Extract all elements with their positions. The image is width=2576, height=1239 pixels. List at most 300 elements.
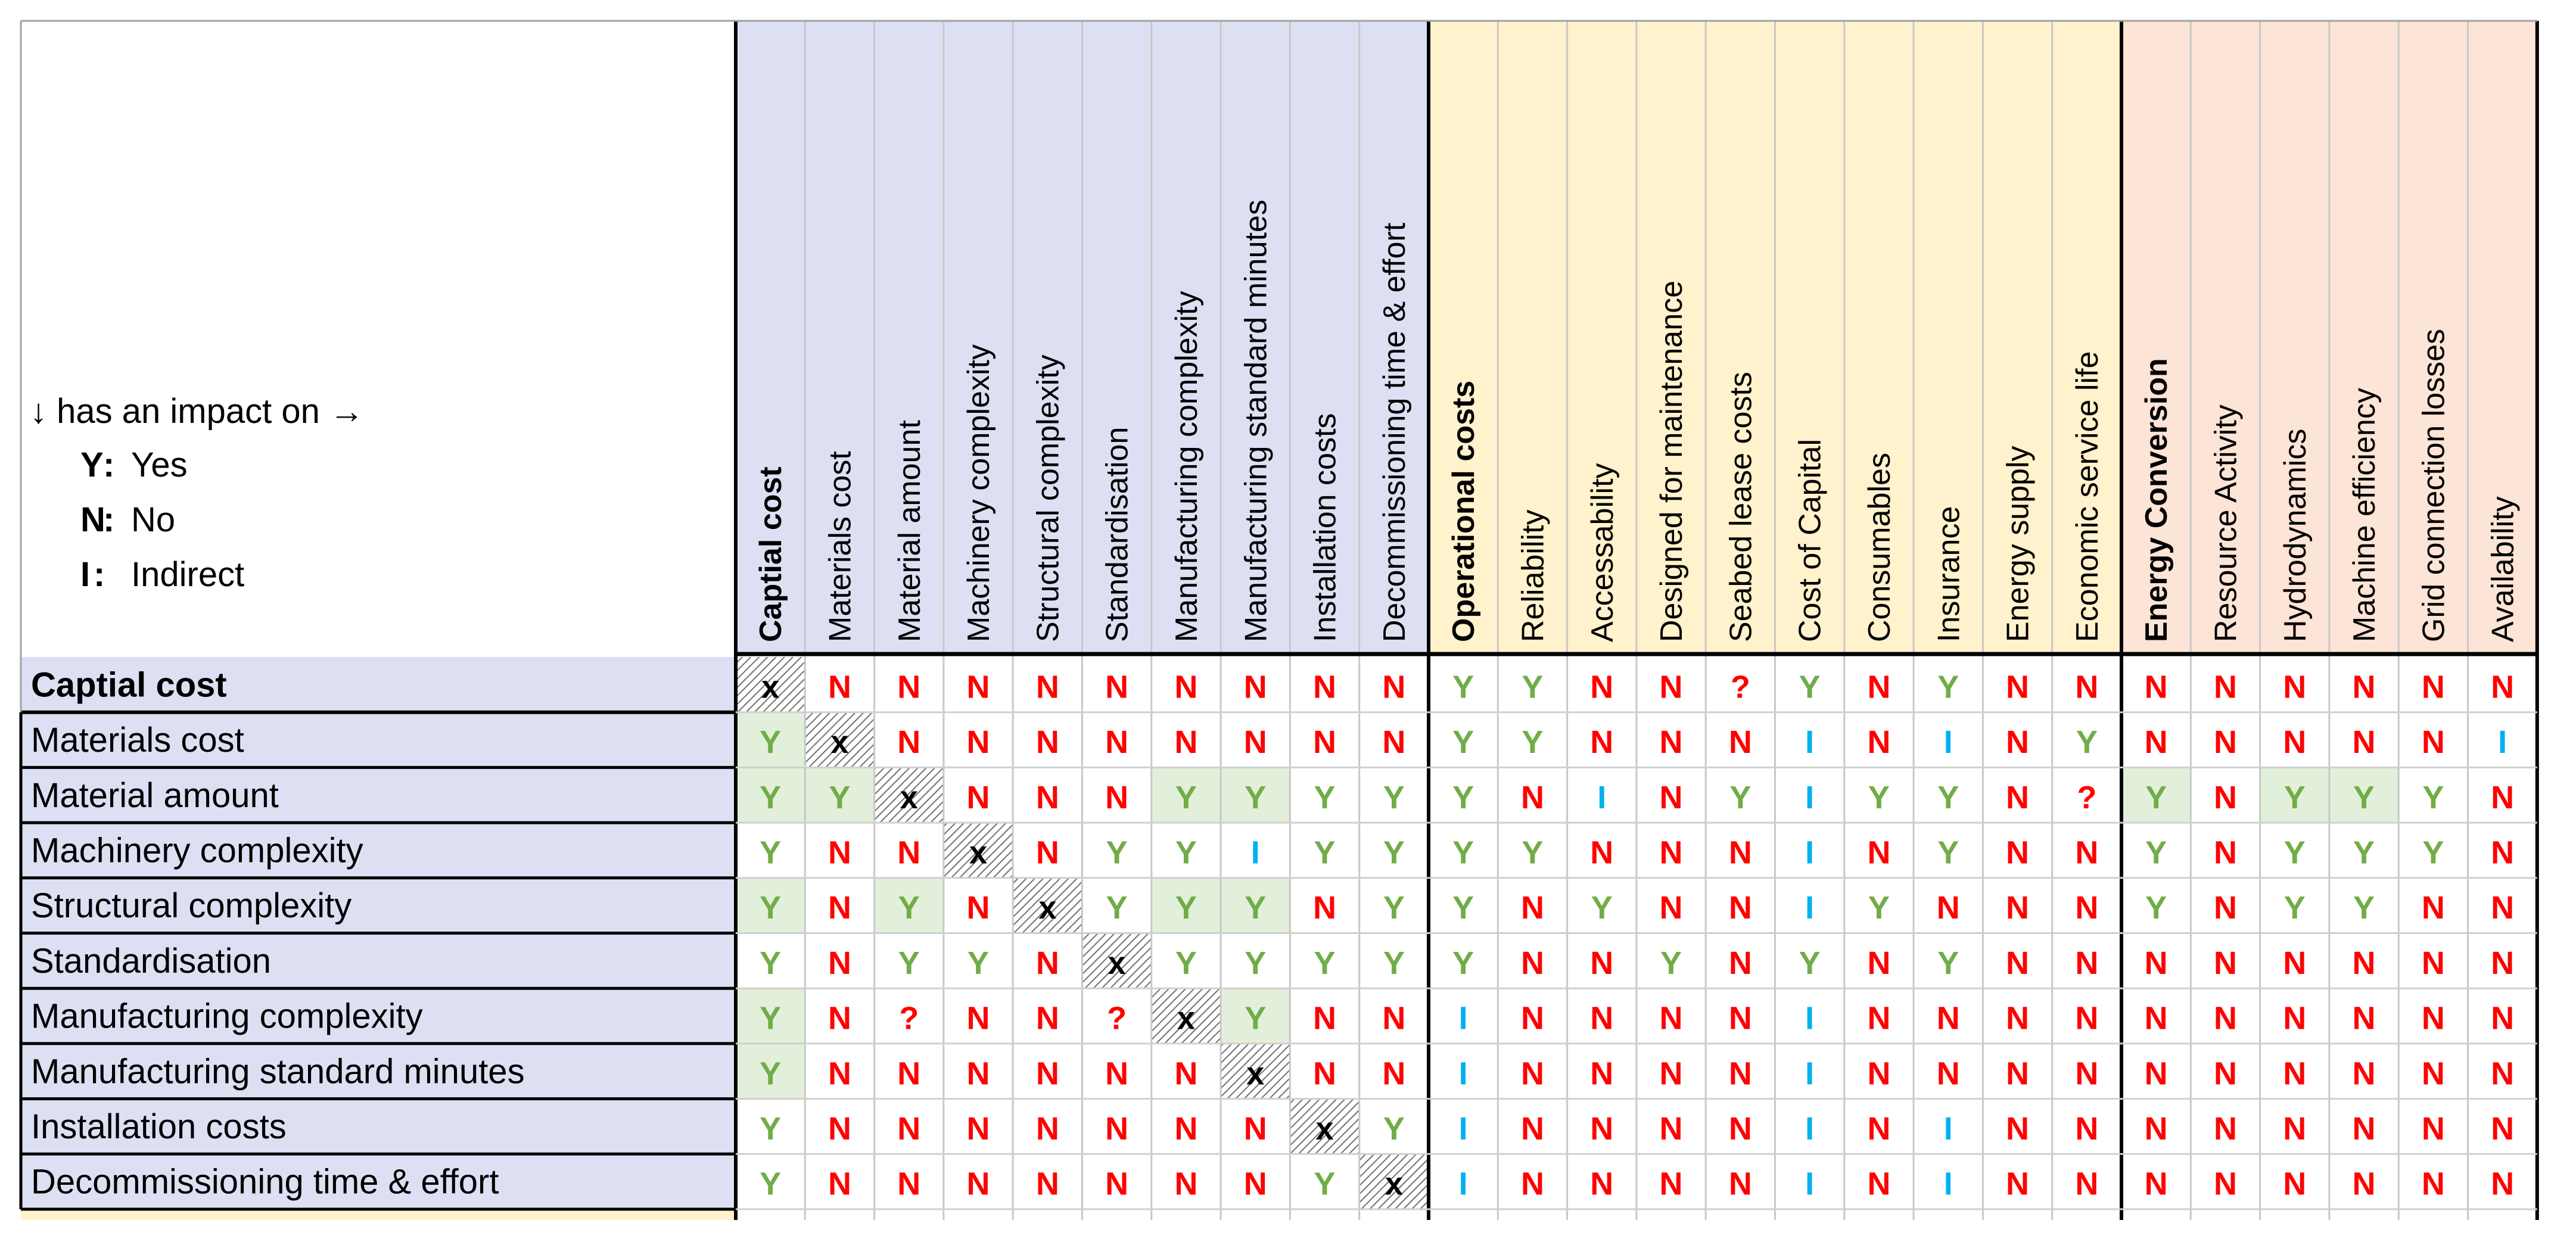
matrix-cell: Y	[1383, 945, 1405, 981]
matrix-cell: N	[1520, 1110, 1544, 1147]
cell-diagonal: x	[1246, 1056, 1265, 1092]
matrix-cell: N	[2421, 945, 2445, 981]
matrix-cell: N	[1382, 1056, 1406, 1092]
matrix-cell: N	[1243, 669, 1267, 705]
matrix-cell: N	[2006, 890, 2030, 926]
column-header: Machine efficiency	[2347, 388, 2382, 642]
matrix-cell: Y	[1522, 669, 1544, 705]
matrix-cell: N	[2283, 1000, 2307, 1036]
matrix-cell: N	[1728, 1166, 1752, 1202]
legend-label: Indirect	[131, 555, 245, 594]
legend-colon: :	[94, 555, 105, 594]
matrix-cell: N	[1174, 669, 1198, 705]
matrix-cell: Y	[2145, 835, 2167, 871]
matrix-cell: ?	[899, 1000, 919, 1036]
cell-diagonal: x	[1315, 1110, 1334, 1147]
legend-key: N	[80, 500, 105, 539]
matrix-cell: Y	[1383, 779, 1405, 815]
matrix-cell: N	[1659, 890, 1683, 926]
matrix-cell: Y	[1175, 945, 1197, 981]
matrix-cell: Y	[1452, 724, 1474, 761]
matrix-cell: Y	[1175, 890, 1197, 926]
matrix-cell: N	[1105, 1056, 1129, 1092]
matrix-cell: N	[1174, 1166, 1198, 1202]
matrix-cell: N	[1590, 1000, 1614, 1036]
matrix-cell: N	[1590, 669, 1614, 705]
matrix-cell: N	[2075, 1110, 2099, 1147]
matrix-cell: N	[2213, 1166, 2237, 1202]
matrix-cell: N	[2213, 1000, 2237, 1036]
matrix-cell: Y	[1452, 669, 1474, 705]
matrix-cell: Y	[1383, 1110, 1405, 1147]
matrix-cell: N	[2213, 835, 2237, 871]
matrix-cell: N	[1867, 1166, 1891, 1202]
matrix-cell: N	[2352, 1056, 2376, 1092]
matrix-cell: I	[1597, 779, 1607, 815]
matrix-cell: N	[1936, 890, 1960, 926]
matrix-cell: N	[2491, 779, 2515, 815]
matrix-cell: N	[2421, 1166, 2445, 1202]
matrix-cell: Y	[760, 890, 782, 926]
matrix-cell: N	[827, 945, 851, 981]
legend-colon: :	[103, 446, 115, 484]
matrix-cell: N	[827, 890, 851, 926]
matrix-cell: N	[2213, 779, 2237, 815]
column-header: Machinery complexity	[962, 344, 997, 642]
matrix-cell: N	[1520, 1056, 1544, 1092]
matrix-cell: N	[1659, 1110, 1683, 1147]
matrix-cell: N	[1313, 669, 1337, 705]
legend-key: I	[80, 555, 91, 594]
matrix-cell: N	[1105, 669, 1129, 705]
matrix-cell: N	[1174, 724, 1198, 761]
matrix-cell: N	[827, 1056, 851, 1092]
matrix-cell: N	[1105, 779, 1129, 815]
matrix-cell: N	[2283, 1056, 2307, 1092]
matrix-cell: N	[966, 1056, 990, 1092]
matrix-cell: N	[2075, 835, 2099, 871]
legend-label: No	[131, 500, 176, 539]
matrix-cell: I	[1805, 779, 1815, 815]
matrix-cell: Y	[760, 1056, 782, 1092]
matrix-cell: N	[2144, 1166, 2168, 1202]
matrix-cell: N	[1728, 724, 1752, 761]
matrix-cell: N	[897, 724, 921, 761]
matrix-cell: Y	[1522, 835, 1544, 871]
column-header: Energy supply	[2001, 446, 2036, 642]
matrix-cell: ?	[2077, 779, 2097, 815]
matrix-cell: N	[1590, 724, 1614, 761]
matrix-cell: Y	[1383, 890, 1405, 926]
matrix-cell: N	[2213, 890, 2237, 926]
matrix-cell: N	[1035, 669, 1059, 705]
matrix-cell: I	[1805, 890, 1815, 926]
legend-label: Yes	[131, 446, 188, 484]
matrix-cell: Y	[2145, 890, 2167, 926]
column-header: Installation costs	[1308, 413, 1343, 642]
matrix-cell: N	[2283, 669, 2307, 705]
matrix-cell: N	[2352, 724, 2376, 761]
matrix-cell: N	[2491, 890, 2515, 926]
matrix-cell: N	[1313, 890, 1337, 926]
matrix-cell: N	[2491, 1110, 2515, 1147]
matrix-cell: N	[966, 1110, 990, 1147]
matrix-cell: N	[966, 1000, 990, 1036]
matrix-cell: N	[1590, 835, 1614, 871]
matrix-cell: N	[897, 1056, 921, 1092]
column-header: Designed for maintenance	[1654, 280, 1690, 642]
matrix-cell: N	[2006, 1056, 2030, 1092]
row-label: Manufacturing complexity	[31, 997, 423, 1036]
cell-diagonal: x	[969, 835, 988, 871]
matrix-cell: I	[1458, 1110, 1468, 1147]
column-header: Economic service life	[2070, 351, 2105, 642]
matrix-cell: N	[1728, 1056, 1752, 1092]
matrix-cell: N	[1105, 1110, 1129, 1147]
matrix-cell: N	[1728, 890, 1752, 926]
matrix-cell: Y	[1314, 835, 1336, 871]
matrix-cell: Y	[1452, 835, 1474, 871]
matrix-cell: N	[1035, 1110, 1059, 1147]
matrix-cell: N	[2006, 1166, 2030, 1202]
matrix-cell: N	[2352, 945, 2376, 981]
matrix-cell: N	[2491, 1000, 2515, 1036]
column-header: Reliability	[1516, 509, 1551, 642]
matrix-cell: N	[2421, 1110, 2445, 1147]
column-header: Availability	[2485, 496, 2521, 642]
column-header: Standardisation	[1100, 427, 1135, 642]
matrix-cell: N	[966, 724, 990, 761]
matrix-cell: N	[897, 835, 921, 871]
row-label: Captial cost	[31, 665, 227, 705]
matrix-cell: Y	[1383, 835, 1405, 871]
matrix-cell: N	[1520, 1000, 1544, 1036]
matrix-cell: N	[1035, 724, 1059, 761]
matrix-cell: N	[1590, 1166, 1614, 1202]
matrix-cell: Y	[1314, 779, 1336, 815]
legend-key: Y	[80, 446, 104, 484]
matrix-cell: Y	[829, 779, 851, 815]
column-header: Grid connection losses	[2416, 328, 2451, 642]
matrix-cell: N	[2283, 724, 2307, 761]
matrix-cell: Y	[1799, 945, 1821, 981]
matrix-cell: N	[1520, 1166, 1544, 1202]
matrix-cell: Y	[2283, 835, 2306, 871]
matrix-cell: Y	[2076, 724, 2098, 761]
cell-diagonal: x	[900, 779, 918, 815]
matrix-cell: Y	[760, 1166, 782, 1202]
legend-title: ↓ has an impact on →	[30, 392, 364, 431]
matrix-cell: N	[1520, 779, 1544, 815]
matrix-cell: Y	[1314, 1166, 1336, 1202]
cell-diagonal: x	[761, 669, 780, 705]
matrix-cell: N	[1867, 724, 1891, 761]
matrix-cell: Y	[1106, 835, 1128, 871]
column-header: Resource Activity	[2208, 404, 2244, 642]
matrix-cell: N	[1382, 669, 1406, 705]
matrix-cell: Y	[2353, 779, 2375, 815]
column-header: Accessability	[1585, 463, 1620, 642]
matrix-cell: I	[1943, 1166, 1953, 1202]
matrix-cell: N	[2352, 669, 2376, 705]
matrix-cell: N	[897, 1166, 921, 1202]
matrix-cell: N	[1035, 1056, 1059, 1092]
matrix-cell: Y	[2353, 835, 2375, 871]
matrix-cell: N	[1313, 724, 1337, 761]
matrix-cell: N	[2421, 1056, 2445, 1092]
matrix-cell: I	[1943, 1110, 1953, 1147]
matrix-cell: I	[1458, 1056, 1468, 1092]
matrix-cell: N	[897, 1110, 921, 1147]
row-label: Structural complexity	[31, 886, 352, 926]
matrix-cell: Y	[1245, 890, 1267, 926]
row-label: Decommissioning time & effort	[31, 1162, 499, 1201]
column-header: Seabed lease costs	[1723, 372, 1759, 642]
matrix-cell: N	[1105, 1166, 1129, 1202]
matrix-cell: N	[2352, 1000, 2376, 1036]
matrix-cell: Y	[1660, 945, 1682, 981]
matrix-cell: N	[1659, 779, 1683, 815]
matrix-cell: N	[1728, 1000, 1752, 1036]
matrix-cell: Y	[1937, 669, 1959, 705]
matrix-cell: N	[2213, 945, 2237, 981]
matrix-cell: Y	[967, 945, 990, 981]
matrix-cell: N	[1035, 835, 1059, 871]
matrix-cell: I	[2498, 724, 2507, 761]
matrix-cell: Y	[760, 945, 782, 981]
matrix-cell: Y	[898, 890, 920, 926]
cell-diagonal: x	[830, 724, 849, 761]
matrix-cell: N	[827, 669, 851, 705]
matrix-cell: N	[2352, 1110, 2376, 1147]
matrix-cell: N	[827, 835, 851, 871]
matrix-cell: N	[2213, 669, 2237, 705]
matrix-cell: N	[2075, 1056, 2099, 1092]
matrix-cell: N	[1867, 835, 1891, 871]
matrix-cell: N	[2421, 1000, 2445, 1036]
matrix-cell: N	[966, 669, 990, 705]
cell-diagonal: x	[1038, 890, 1057, 926]
matrix-cell: N	[1590, 1056, 1614, 1092]
matrix-cell: N	[2075, 669, 2099, 705]
column-header: Energy Conversion	[2139, 358, 2174, 642]
cell-diagonal: x	[1385, 1166, 1403, 1202]
matrix-cell: I	[1250, 835, 1260, 871]
matrix-cell: N	[1867, 1110, 1891, 1147]
matrix-cell: N	[966, 1166, 990, 1202]
matrix-cell: N	[2283, 1166, 2307, 1202]
matrix-cell: N	[1243, 724, 1267, 761]
matrix-cell: Y	[1452, 779, 1474, 815]
matrix-cell: N	[2144, 1110, 2168, 1147]
matrix-cell: N	[2006, 669, 2030, 705]
matrix-cell: Y	[760, 835, 782, 871]
matrix-cell: Y	[2283, 779, 2306, 815]
matrix-cell: N	[2144, 1000, 2168, 1036]
matrix-cell: N	[1867, 1000, 1891, 1036]
matrix-cell: I	[1805, 1166, 1815, 1202]
matrix-cell: N	[1867, 1056, 1891, 1092]
matrix-cell: N	[2006, 835, 2030, 871]
column-header: Manufacturing standard minutes	[1239, 200, 1274, 642]
matrix-cell: N	[1243, 1166, 1267, 1202]
matrix-cell: N	[1728, 835, 1752, 871]
matrix-cell: Y	[1245, 779, 1267, 815]
row-label: Material amount	[31, 776, 279, 815]
matrix-cell: N	[1659, 1000, 1683, 1036]
matrix-cell: N	[2491, 945, 2515, 981]
matrix-cell: N	[2213, 1056, 2237, 1092]
matrix-cell: N	[2144, 1056, 2168, 1092]
row-label: Machinery complexity	[31, 831, 363, 870]
matrix-cell: Y	[1868, 779, 1890, 815]
legend-colon: :	[103, 500, 115, 539]
column-header: Insurance	[1931, 506, 1967, 642]
matrix-cell: N	[1867, 669, 1891, 705]
matrix-cell: N	[1243, 1110, 1267, 1147]
matrix-cell: N	[1936, 1056, 1960, 1092]
matrix-cell: Y	[1175, 835, 1197, 871]
matrix-cell: N	[2006, 779, 2030, 815]
matrix-cell: N	[2144, 669, 2168, 705]
matrix-cell: N	[2283, 1110, 2307, 1147]
matrix-cell: Y	[898, 945, 920, 981]
matrix-cell: N	[2421, 890, 2445, 926]
matrix-cell: N	[1936, 1000, 1960, 1036]
matrix-cell: N	[1105, 724, 1129, 761]
matrix-cell: Y	[1799, 669, 1821, 705]
column-header: Decommissioning time & effort	[1377, 222, 1412, 642]
matrix-cell: N	[1313, 1000, 1337, 1036]
matrix-cell: I	[1943, 724, 1953, 761]
column-header: Consumables	[1862, 453, 1897, 642]
column-header: Structural complexity	[1031, 354, 1066, 642]
matrix-cell: N	[897, 669, 921, 705]
matrix-cell: ?	[1730, 669, 1750, 705]
matrix-cell: Y	[760, 1110, 782, 1147]
matrix-cell: N	[1520, 890, 1544, 926]
matrix-cell: N	[827, 1166, 851, 1202]
matrix-cell: ?	[1107, 1000, 1127, 1036]
matrix-cell: I	[1805, 1056, 1815, 1092]
column-header: Cost of Capital	[1793, 438, 1828, 642]
matrix-cell: N	[2144, 945, 2168, 981]
matrix-cell: I	[1805, 724, 1815, 761]
matrix-cell: N	[1659, 724, 1683, 761]
matrix-cell: N	[1313, 1056, 1337, 1092]
matrix-cell: N	[1035, 1000, 1059, 1036]
matrix-cell: N	[2491, 1056, 2515, 1092]
matrix-cell: N	[2006, 1000, 2030, 1036]
row-label: Installation costs	[31, 1107, 287, 1146]
matrix-cell: Y	[1175, 779, 1197, 815]
cell-diagonal: x	[1107, 945, 1126, 981]
matrix-cell: Y	[2422, 779, 2444, 815]
matrix-cell: N	[1035, 1166, 1059, 1202]
matrix-cell: Y	[2145, 779, 2167, 815]
matrix-cell: Y	[1729, 779, 1751, 815]
matrix-cell: N	[2006, 945, 2030, 981]
matrix-cell: N	[1590, 945, 1614, 981]
matrix-cell: Y	[1937, 779, 1959, 815]
row-label: Standardisation	[31, 941, 272, 980]
matrix-cell: I	[1805, 835, 1815, 871]
matrix-cell: Y	[1591, 890, 1613, 926]
matrix-cell: N	[1659, 835, 1683, 871]
matrix-cell: N	[827, 1110, 851, 1147]
matrix-cell: Y	[1937, 835, 1959, 871]
matrix-cell: Y	[2422, 835, 2444, 871]
matrix-cell: N	[1382, 724, 1406, 761]
matrix-cell: Y	[760, 1000, 782, 1036]
row-label: Manufacturing standard minutes	[31, 1052, 525, 1091]
matrix-cell: Y	[1106, 890, 1128, 926]
matrix-cell: Y	[1245, 1000, 1267, 1036]
matrix-cell: Y	[1522, 724, 1544, 761]
matrix-cell: N	[2283, 945, 2307, 981]
matrix-cell: Y	[1868, 890, 1890, 926]
matrix-cell: N	[2006, 1110, 2030, 1147]
matrix-cell: Y	[2283, 890, 2306, 926]
matrix-cell: I	[1805, 1110, 1815, 1147]
matrix-cell: I	[1458, 1000, 1468, 1036]
matrix-cell: N	[1382, 1000, 1406, 1036]
matrix-cell: N	[827, 1000, 851, 1036]
matrix-cell: N	[2213, 1110, 2237, 1147]
matrix-cell: N	[2421, 669, 2445, 705]
matrix-cell: Y	[1937, 945, 1959, 981]
matrix-cell: Y	[2353, 890, 2375, 926]
matrix-cell: N	[2491, 1166, 2515, 1202]
matrix-cell: Y	[760, 724, 782, 761]
matrix-cell: N	[966, 890, 990, 926]
matrix-cell: N	[2213, 724, 2237, 761]
matrix-cell: N	[2491, 669, 2515, 705]
matrix-cell: N	[1035, 779, 1059, 815]
row-label: Materials cost	[31, 721, 244, 760]
matrix-cell: Y	[1314, 945, 1336, 981]
column-header: Hydrodynamics	[2278, 428, 2313, 642]
matrix-cell: N	[1659, 1056, 1683, 1092]
column-header: Material amount	[892, 420, 927, 642]
matrix-cell: N	[1728, 1110, 1752, 1147]
matrix-cell: Y	[1452, 945, 1474, 981]
matrix-cell: N	[1035, 945, 1059, 981]
cell-diagonal: x	[1177, 1000, 1195, 1036]
matrix-cell: N	[2075, 890, 2099, 926]
matrix-cell: N	[1174, 1110, 1198, 1147]
column-header: Captial cost	[754, 466, 789, 642]
matrix-cell: N	[2075, 1166, 2099, 1202]
matrix-cell: N	[1659, 669, 1683, 705]
matrix-cell: N	[2006, 724, 2030, 761]
matrix-cell: N	[2352, 1166, 2376, 1202]
next-section-strip	[21, 1209, 736, 1220]
matrix-cell: Y	[760, 779, 782, 815]
matrix-cell: N	[2421, 724, 2445, 761]
matrix-cell: N	[1659, 1166, 1683, 1202]
matrix-cell: Y	[1245, 945, 1267, 981]
matrix-cell: I	[1805, 1000, 1815, 1036]
column-header: Materials cost	[823, 451, 858, 642]
matrix-cell: N	[1174, 1056, 1198, 1092]
column-header: Manufacturing complexity	[1169, 291, 1204, 642]
matrix-cell: N	[2144, 724, 2168, 761]
column-header: Operational costs	[1446, 380, 1482, 642]
matrix-cell: I	[1458, 1166, 1468, 1202]
matrix-cell: N	[1867, 945, 1891, 981]
matrix-cell: N	[966, 779, 990, 815]
